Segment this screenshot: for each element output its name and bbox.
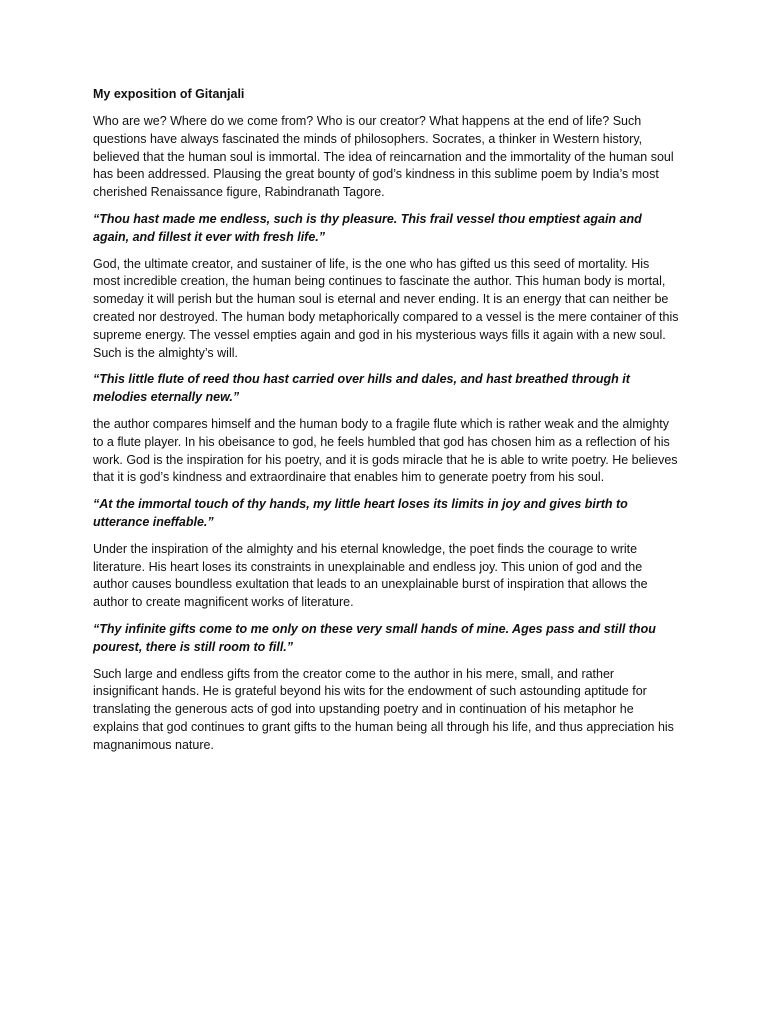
document-title: My exposition of Gitanjali xyxy=(93,87,245,101)
quote-flute: “This little flute of reed thou hast carried over hills and dales, and hast breathed through it melodies eternally new.” xyxy=(93,372,630,405)
paragraph-flute: the author compares himself and the human body to a fragile flute which is rather weak and the almighty to a flute player. In his obeisance to god, he feels humbled that god has chosen him as a reflection of his work. God is the inspiration for his poetry, and it is gods miracle that he is able to write poetry. He believes that it is god’s kindness and extraordinaire that enables him to generate poetry from his soul. xyxy=(93,416,678,485)
paragraph-gifts: Such large and endless gifts from the creator come to the author in his mere, small, and rather insignificant hands. He is grateful beyond his wits for the endowment of such astounding aptitude for translating the generous acts of god into upstanding poetry and in continuation of his metaphor he explains that god continues to grant gifts to the human being all through his life, and thus appreciation his magnanimous nature. xyxy=(93,666,674,752)
paragraph-vessel: God, the ultimate creator, and sustainer of life, is the one who has gifted us this seed of mortality. His most incredible creation, the human being continues to fascinate the author. This human body is mortal, someday it will perish but the human soul is eternal and never ending. It is an energy that can neither be created nor destroyed. The human body metaphorically compared to a vessel is the mere container of this supreme energy. The vessel empties again and god in his mysterious ways fills it again with a new soul. Such is the almighty’s will. xyxy=(93,256,679,360)
quote-immortal-touch: “At the immortal touch of thy hands, my little heart loses its limits in joy and gives birth to utterance ineffable.” xyxy=(93,497,628,529)
quote-endless: “Thou hast made me endless, such is thy pleasure. This frail vessel thou emptiest again and again, and fillest it ever with fresh life.” xyxy=(93,211,642,244)
quote-infinite-gifts: “Thy infinite gifts come to me only on these very small hands of mine. Ages pass and still thou pourest, there is still room to fill.” xyxy=(93,621,656,654)
document-page xyxy=(93,85,679,764)
paragraph-inspiration: Under the inspiration of the almighty and his eternal knowledge, the poet finds the courage to write literature. His heart loses its constraints in unexplainable and endless joy. This union of god and the author causes boundless exultation that leads to an unexplainable burst of inspiration that allows the author to create magnificent works of literature. xyxy=(93,541,648,610)
paragraph-intro: Who are we? Where do we come from? Who is our creator? What happens at the end of life? Such questions have always fascinated the minds of philosophers. Socrates, a thinker in Western history, believed that the human soul is immortal. The idea of reincarnation and the immortality of the human soul has been addressed. Plausing the great bounty of god’s kindness in this sublime poem by India’s most cherished Renaissance figure, Rabindranath Tagore. xyxy=(93,114,674,200)
